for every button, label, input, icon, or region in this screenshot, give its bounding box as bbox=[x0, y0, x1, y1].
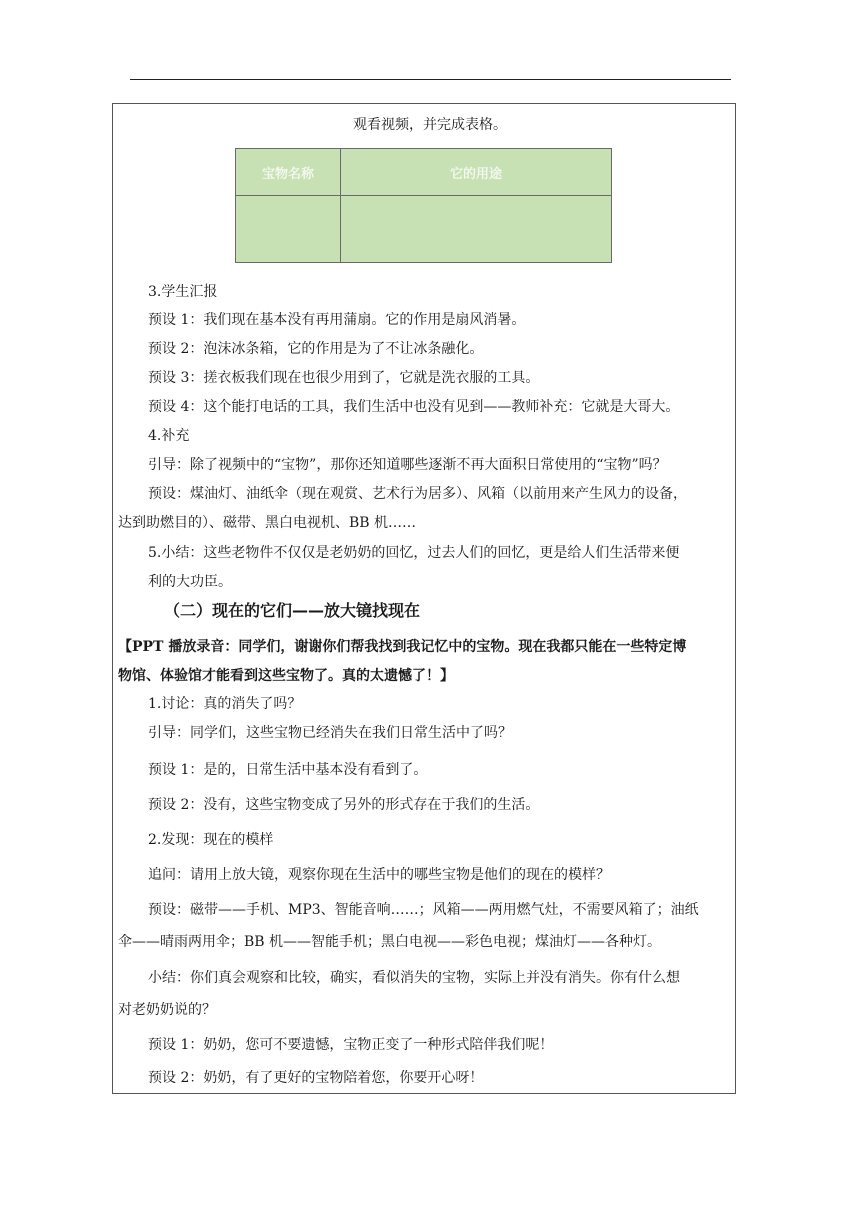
summary-text: 5.小结：这些老物件不仅仅是老奶奶的回忆，过去人们的回忆，更是给人们生活带来便 bbox=[148, 545, 680, 561]
guide-text: 引导：除了视频中的“宝物”，那你还知道哪些逐渐不再大面积日常使用的“宝物”吗？ bbox=[148, 457, 667, 473]
find-title: 2.发现：现在的模样 bbox=[148, 832, 274, 848]
intro-text: 观看视频，并完成表格。 bbox=[353, 117, 507, 133]
section-heading: （二）现在的它们——放大镜找现在 bbox=[164, 601, 421, 620]
final-preset: 预设 2：奶奶，有了更好的宝物陪着您，你要开心呀！ bbox=[148, 1070, 484, 1086]
discuss-preset: 预设 2：没有，这些宝物变成了另外的形式存在于我们的生活。 bbox=[148, 797, 540, 813]
preset-line: 预设 4：这个能打电话的工具，我们生活中也没有见到——教师补充：它就是大哥大。 bbox=[148, 399, 680, 415]
table-cell bbox=[341, 196, 612, 263]
final-preset: 预设 1：奶奶，您可不要遗憾，宝物正变了一种形式陪伴我们呢！ bbox=[148, 1037, 554, 1053]
preset-line: 预设 3：搓衣板我们现在也很少用到了，它就是洗衣服的工具。 bbox=[148, 370, 540, 386]
ppt-note-cont: 物馆、体验馆才能看到这些宝物了。真的太遗憾了！】 bbox=[118, 668, 454, 684]
table-header-use: 它的用途 bbox=[341, 149, 612, 196]
discuss-title: 1.讨论：真的消失了吗？ bbox=[148, 696, 302, 712]
preset-text-cont: 达到助燃目的）、磁带、黑白电视机、BB 机…… bbox=[118, 515, 417, 531]
preset-text: 预设：煤油灯、油纸伞（现在观赏、艺术行为居多）、风箱（以前用来产生风力的设备， bbox=[148, 486, 687, 502]
preset-line: 预设 1：我们现在基本没有再用蒲扇。它的作用是扇风消暑。 bbox=[148, 312, 526, 328]
find-preset: 预设：磁带——手机、MP3、智能音响……；风箱——两用燃气灶，不需要风箱了；油纸 bbox=[148, 902, 699, 918]
find-ask: 追问：请用上放大镜，观察你现在生活中的哪些宝物是他们的现在的模样？ bbox=[148, 867, 610, 883]
table-cell bbox=[236, 196, 341, 263]
ppt-note: 【PPT 播放录音：同学们，谢谢你们帮我找到我记忆中的宝物。现在我都只能在一些特定博 bbox=[118, 639, 687, 655]
find-preset-cont: 伞——晴雨两用伞；BB 机——智能手机；黑白电视——彩色电视；煤油灯——各种灯。 bbox=[118, 934, 662, 950]
discuss-guide: 引导：同学们，这些宝物已经消失在我们日常生活中了吗？ bbox=[148, 725, 512, 741]
header-rule bbox=[130, 79, 731, 80]
report-title: 3.学生汇报 bbox=[148, 284, 218, 300]
summary-text-cont: 利的大功臣。 bbox=[148, 574, 232, 590]
discuss-preset: 预设 1：是的，日常生活中基本没有看到了。 bbox=[148, 762, 428, 778]
preset-line: 预设 2：泡沫冰条箱，它的作用是为了不让冰条融化。 bbox=[148, 341, 484, 357]
find-summary-cont: 对老奶奶说的？ bbox=[118, 1002, 216, 1018]
supplement-title: 4.补充 bbox=[148, 428, 190, 444]
find-summary: 小结：你们真会观察和比较，确实，看似消失的宝物，实际上并没有消失。你有什么想 bbox=[148, 970, 680, 986]
table-header-name: 宝物名称 bbox=[236, 149, 341, 196]
fill-in-table bbox=[235, 148, 612, 263]
